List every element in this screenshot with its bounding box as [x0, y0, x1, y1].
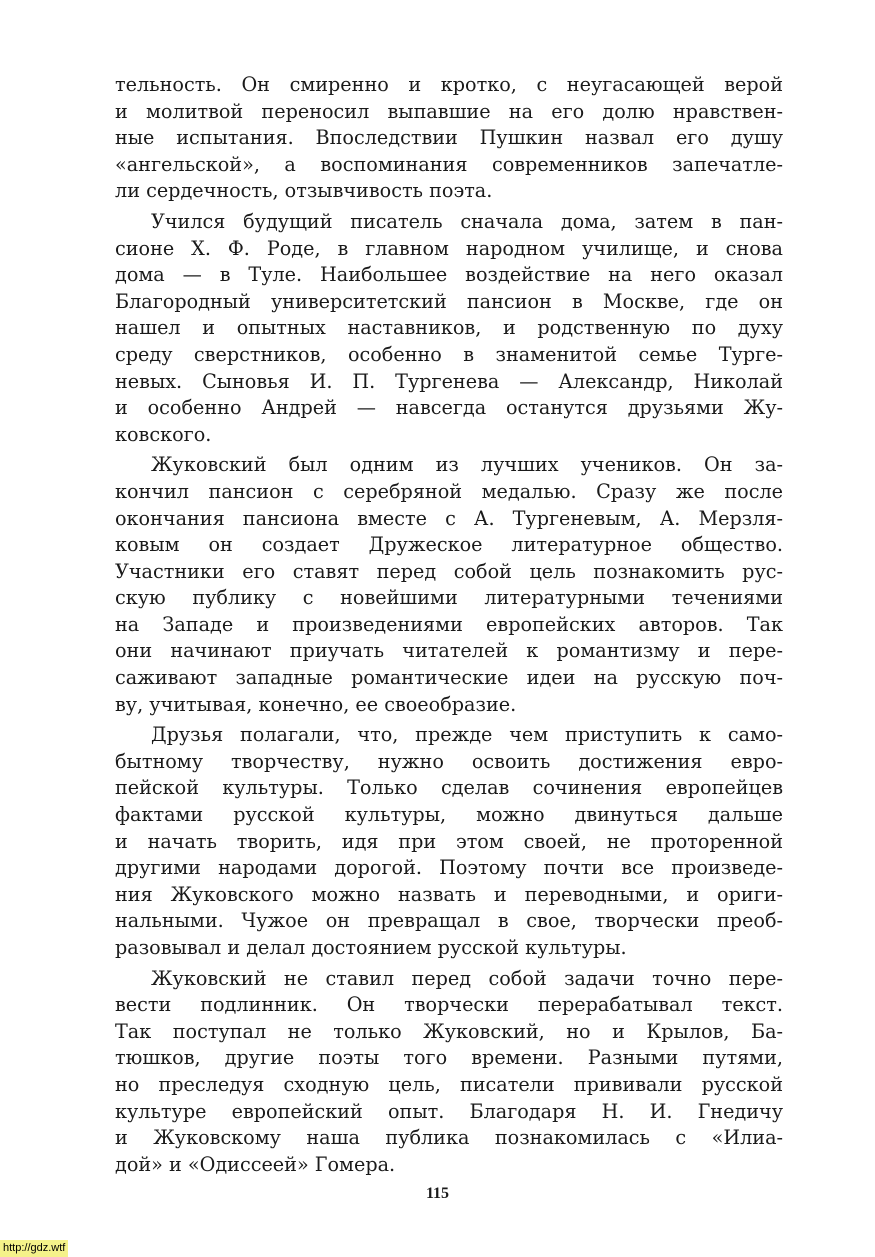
- text-line: и молитвой переносил выпавшие на его долю нравствен-: [115, 99, 783, 123]
- text-line: невых. Сыновья И. П. Тургенева — Александр, Николай: [115, 369, 783, 393]
- text-line: Жуковский не ставил перед собой задачи точно пере-: [151, 966, 783, 990]
- text-line: другими народами дорогой. Поэтому почти все произведе-: [115, 856, 783, 880]
- text-line: нашел и опытных наставников, и родственную по духу: [115, 316, 783, 340]
- text-line: ву, учитывая, конечно, ее своеобразие.: [115, 692, 517, 716]
- paragraph: [115, 72, 783, 205]
- text-line: скую публику с новейшими литературными течениями: [115, 586, 783, 610]
- text-line: кончил пансион с серебряной медалью. Сразу же после: [115, 479, 783, 503]
- page-body: [115, 72, 783, 1178]
- text-line: ли сердечность, отзывчивость поэта.: [115, 179, 493, 203]
- text-line: ковского.: [115, 422, 212, 446]
- text-line: «ангельской», а воспоминания современников запечатле-: [115, 152, 783, 176]
- text-line: тюшков, другие поэты того времени. Разными путями,: [115, 1046, 783, 1070]
- text-line: саживают западные романтические идеи на русскую поч-: [115, 666, 783, 690]
- text-line: ные испытания. Впоследствии Пушкин назвал его душу: [115, 126, 783, 150]
- text-line: ковым он создает Дружеское литературное общество.: [115, 533, 783, 557]
- text-line: дой» и «Одиссеей» Гомера.: [115, 1152, 396, 1176]
- text-line: вести подлинник. Он творчески перерабатывал текст.: [115, 993, 783, 1017]
- text-line: фактами русской культуры, можно двинуться дальше: [115, 803, 783, 827]
- text-line: на Западе и произведениями европейских авторов. Так: [115, 612, 783, 636]
- text-line: бытному творчеству, нужно освоить достижения евро-: [115, 749, 783, 773]
- text-line: ния Жуковского можно назвать и переводными, и ориги-: [115, 882, 783, 906]
- text-line: пейской культуры. Только сделав сочинения европейцев: [115, 776, 783, 800]
- text-line: культуре европейский опыт. Благодаря Н. И. Гнедичу: [115, 1099, 783, 1123]
- text-line: нальными. Чужое он превращал в свое, творчески преоб-: [115, 909, 783, 933]
- text-line: дома — в Туле. Наибольшее воздействие на него оказал: [115, 263, 783, 287]
- text-line: они начинают приучать читателей к романтизму и пере-: [115, 639, 783, 663]
- text-line: но преследуя сходную цель, писатели прививали русской: [115, 1072, 783, 1096]
- text-line: среду сверстников, особенно в знаменитой семье Турге-: [115, 342, 783, 366]
- text-line: разовывал и делал достоянием русской культуры.: [115, 936, 627, 959]
- text-line: сионе Х. Ф. Роде, в главном народном училище, и снова: [115, 236, 783, 260]
- text-line: тельность. Он смиренно и кротко, с неугасающей верой: [115, 73, 783, 96]
- text-line: Благородный университетский пансион в Москве, где он: [115, 289, 783, 313]
- text-line: Друзья полагали, что, прежде чем приступить к само-: [151, 723, 783, 747]
- page-number: 115: [425, 1185, 450, 1202]
- paragraph: [115, 452, 783, 718]
- text-line: Участники его ставят перед собой цель познакомить рус-: [115, 559, 783, 583]
- text-line: и Жуковскому наша публика познакомилась с «Илиа-: [115, 1126, 783, 1150]
- paragraph: [115, 966, 783, 1179]
- text-line: и особенно Андрей — навсегда останутся друзьями Жу-: [115, 396, 783, 420]
- source-link[interactable]: http://gdz.wtf: [0, 1240, 68, 1257]
- text-line: Учился будущий писатель сначала дома, затем в пан-: [151, 209, 783, 233]
- paragraph: [115, 722, 783, 961]
- text-line: Так поступал не только Жуковский, но и Крылов, Ба-: [115, 1019, 783, 1043]
- text-line: окончания пансиона вместе с А. Тургеневым, А. Мерзля-: [115, 506, 783, 530]
- text-line: Жуковский был одним из лучших учеников. Он за-: [151, 453, 783, 477]
- paragraph: [115, 209, 783, 448]
- text-line: и начать творить, идя при этом своей, не проторенной: [115, 829, 783, 853]
